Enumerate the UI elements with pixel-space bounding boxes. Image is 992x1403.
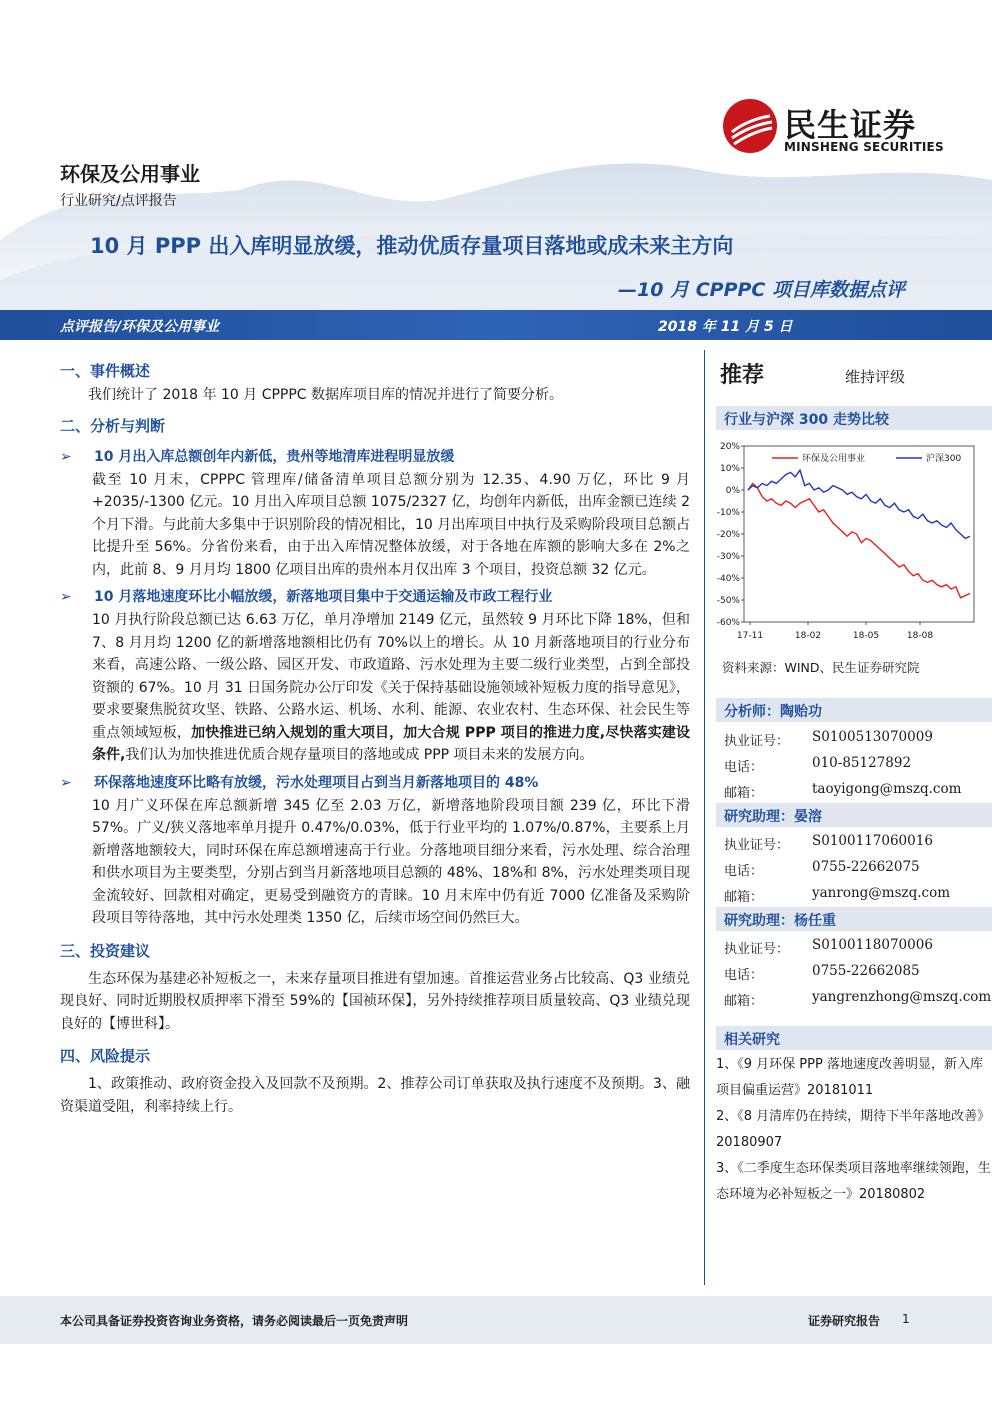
- report-type: 行业研究/点评报告: [60, 193, 177, 209]
- chart-title-bar: [716, 406, 992, 430]
- assistant2-email-label: 邮箱：: [724, 994, 764, 1009]
- section-title-risk: 四、风险提示: [60, 1047, 151, 1065]
- logo-mark-icon: [722, 98, 778, 154]
- analyst-title: 分析师：陶贻功: [724, 704, 822, 720]
- main-content: [60, 358, 690, 1118]
- risk-text: 1、政策推动、政府资金投入及回款不及预期。2、推荐公司订单获取及执行速度不及预期。3、融资渠道受阻，利率持续上行。: [60, 1076, 690, 1115]
- assistant1-phone: 0755-22662075: [812, 859, 920, 875]
- band-category: 点评报告/环保及公用事业: [60, 319, 220, 335]
- y-tick-label: -60%: [716, 618, 740, 628]
- y-tick-label: 10%: [719, 464, 740, 474]
- analysis-point-3-text: 10 月广义环保在库总额新增 345 亿至 2.03 万亿，新增落地阶段项目额 239 亿，环比下滑 57%。广义/狭义落地率单月提升 0.47%/0.03%，低于行业平均的 1.07%/0.87%，主要系上月新增落地额较大，同时环保在库总额增速高于行业。分落地项目细分来看，污水处理、综合治理和供水项目为主要类型，分别占到当月新落地项目总额的 48%、18%和 8%，污水处理类项目现金流较好、回款相对确定，更易受到融资方的青睐。10 月末库中仍有近 7000 亿准备及采购阶段项目等待落地，其中污水处理类 1350 亿，后续市场空间仍然巨大。: [92, 797, 690, 926]
- column-divider: [704, 350, 705, 1285]
- y-tick-label: -30%: [716, 552, 740, 562]
- assistant2-cert: S0100118070006: [812, 937, 933, 953]
- assistant2-bar: [716, 907, 992, 931]
- report-subtitle: —10 月 CPPPC 项目库数据点评: [618, 279, 905, 301]
- related-research-list: [716, 1052, 992, 1208]
- overview-text: 我们统计了 2018 年 10 月 CPPPC 数据库项目库的情况并进行了简要分析。: [88, 387, 564, 403]
- assistant2-phone-label: 电话：: [724, 968, 764, 983]
- assistant1-title: 研究助理：晏溶: [724, 809, 822, 825]
- assistant2-title: 研究助理：杨任重: [724, 913, 836, 929]
- investment-text: 生态环保为基建必补短板之一，未来存量项目推进有望加速。首推运营业务占比较高、Q3 业绩兑现良好、同时近期股权质押率下滑至 59%的【国祯环保】，另外持续推荐项目质量较高、Q3 业绩兑现良好的【博世科】。: [60, 970, 690, 1032]
- arrow-bullet-icon: ➢: [60, 589, 72, 605]
- section-title-investment: 三、投资建议: [60, 941, 151, 960]
- recommendation: 推荐: [720, 363, 765, 388]
- x-tick-label: 17-11: [736, 631, 764, 641]
- chart-plot-frame: [744, 446, 974, 622]
- y-tick-label: -20%: [716, 530, 740, 540]
- analysis-point-3-title: ➢ 环保落地速度环比略有放缓，污水处理项目占到当月新落地项目的 48%: [60, 771, 690, 795]
- analysis-point-2-text: 10 月执行阶段总额已达 6.63 万亿，单月净增加 2149 亿元，虽然较 9 月环比下降 18%，但和 7、8 月月均 1200 亿的新增落地额相比仍有 70%以上的增长。从 10 月新落地项目的行业分布来看，高速公路、一级公路、园区开发、市政道路、污水处理为主要二级行业类型，占到全部投资额的 67%。10 月 31 日国务院办公厅印发《关于保持基础设施领域补短板力度的指导意见》，要求要聚焦脱贫攻坚、铁路、公路水运、机场、水利、能源、农业农村、生态环保、社会民生等重点领域短板，加快推进已纳入规划的重大项目，加大合规 PPP 项目的推进力度,尽快落实建设条件,我们认为加快推进优质合规存量项目的落地或成 PPP 项目未来的发展方向。: [92, 612, 691, 763]
- x-tick-label: 18-02: [794, 631, 822, 641]
- analyst-bar: [716, 698, 992, 722]
- report-title: 10 月 PPP 出入库明显放缓，推动优质存量项目落地或成未来主方向: [90, 234, 734, 258]
- analyst-phone: 010-85127892: [812, 755, 912, 771]
- assistant1-phone-label: 电话：: [724, 864, 764, 879]
- analyst-email-label: 邮箱：: [724, 786, 764, 801]
- assistant2-cert-label: 执业证号：: [724, 942, 790, 957]
- related-research-bar: [716, 1026, 992, 1050]
- related-item-1[interactable]: 1、《9 月环保 PPP 落地速度改善明显，新入库项目偏重运营》20181011: [716, 1057, 983, 1098]
- logo-name-en: MINSHENG SECURITIES: [784, 140, 944, 154]
- y-tick-label: 0%: [725, 486, 740, 496]
- section-title-analysis: 二、分析与判断: [60, 416, 166, 435]
- analysis-point-1-text: 截至 10 月末，CPPPC 管理库/储备清单项目总额分别为 12.35、4.90 万亿，环比 9 月+2035/-1300 亿元。10 月出入库项目总额 1075/2327 亿，均创年内新低，出库金额已连续 2 个月下滑。与此前大多集中于识别阶段的情况相比，10 月出库项目中执行及采购阶段项目总额占比提升至 56%。分省份来看，由于出入库情况整体放缓，对于各地在库额的影响大多在 2%之内，此前 8、9 月月均 1800 亿项目出库的贵州本月仅出库 3 个项目，投资总额 32 亿元。: [92, 471, 690, 578]
- policy-highlight: 加快推进已纳入规划的重大项目，加大合规 PPP 项目的推进力度,尽快落实建设条件,: [92, 724, 691, 763]
- analyst-email[interactable]: taoyigong@mszq.com: [812, 781, 962, 797]
- y-tick-label: -10%: [716, 508, 740, 518]
- assistant2-phone: 0755-22662085: [812, 963, 920, 979]
- footer-label: 证券研究报告: [808, 1314, 881, 1328]
- assistant1-cert: S0100117060016: [812, 833, 933, 849]
- assistant2-email[interactable]: yangrenzhong@mszq.com: [812, 989, 992, 1005]
- company-logo: [722, 98, 962, 158]
- legend-label-2: 沪深300: [926, 454, 962, 464]
- assistant1-email[interactable]: yanrong@mszq.com: [812, 885, 951, 901]
- arrow-bullet-icon: ➢: [60, 774, 72, 791]
- assistant1-bar: [716, 803, 992, 827]
- assistant1-cert-label: 执业证号：: [724, 838, 790, 853]
- header-band: [0, 310, 992, 340]
- industry-title: 环保及公用事业: [60, 162, 200, 186]
- related-research-title: 相关研究: [724, 1032, 780, 1048]
- analysis-point-2-title: ➢ 10 月落地速度环比小幅放缓，新落地项目集中于交通运输及市政工程行业: [60, 585, 690, 609]
- arrow-bullet-icon: ➢: [60, 448, 72, 465]
- related-item-2[interactable]: 2、《8 月清库仍在持续，期待下半年落地改善》20180907: [716, 1109, 991, 1150]
- chart-source: 资料来源：WIND、民生证券研究院: [722, 660, 920, 675]
- analyst-cert: S0100513070009: [812, 729, 933, 745]
- rating: 维持评级: [845, 368, 906, 386]
- chart-title: 行业与沪深 300 走势比较: [724, 412, 889, 428]
- y-tick-label: -50%: [716, 596, 740, 606]
- assistant1-email-label: 邮箱：: [724, 890, 764, 905]
- section-title-overview: 一、事件概述: [60, 362, 151, 380]
- related-item-3[interactable]: 3、《二季度生态环保类项目落地率继续领跑，生态环境为必补短板之一》20180802: [716, 1161, 991, 1202]
- analyst-cert-label: 执业证号：: [724, 734, 790, 749]
- band-date: 2018 年 11 月 5 日: [658, 319, 793, 335]
- performance-chart: [716, 436, 992, 648]
- logo-name-cn: 民生证券: [784, 106, 917, 144]
- page-footer: [0, 1296, 992, 1344]
- x-tick-label: 18-05: [852, 631, 880, 641]
- series-line-1: [748, 483, 970, 597]
- x-tick-label: 18-08: [906, 631, 934, 641]
- analyst-phone-label: 电话：: [724, 760, 764, 775]
- analysis-point-1-title: ➢ 10 月出入库总额创年内新低，贵州等地清库进程明显放缓: [60, 445, 690, 469]
- y-tick-label: -40%: [716, 574, 740, 584]
- page-number: 1: [902, 1312, 910, 1326]
- footer-disclaimer: 本公司具备证券投资咨询业务资格，请务必阅读最后一页免责声明: [60, 1314, 409, 1328]
- y-tick-label: 20%: [719, 442, 740, 452]
- legend-label-1: 环保及公用事业: [802, 454, 866, 464]
